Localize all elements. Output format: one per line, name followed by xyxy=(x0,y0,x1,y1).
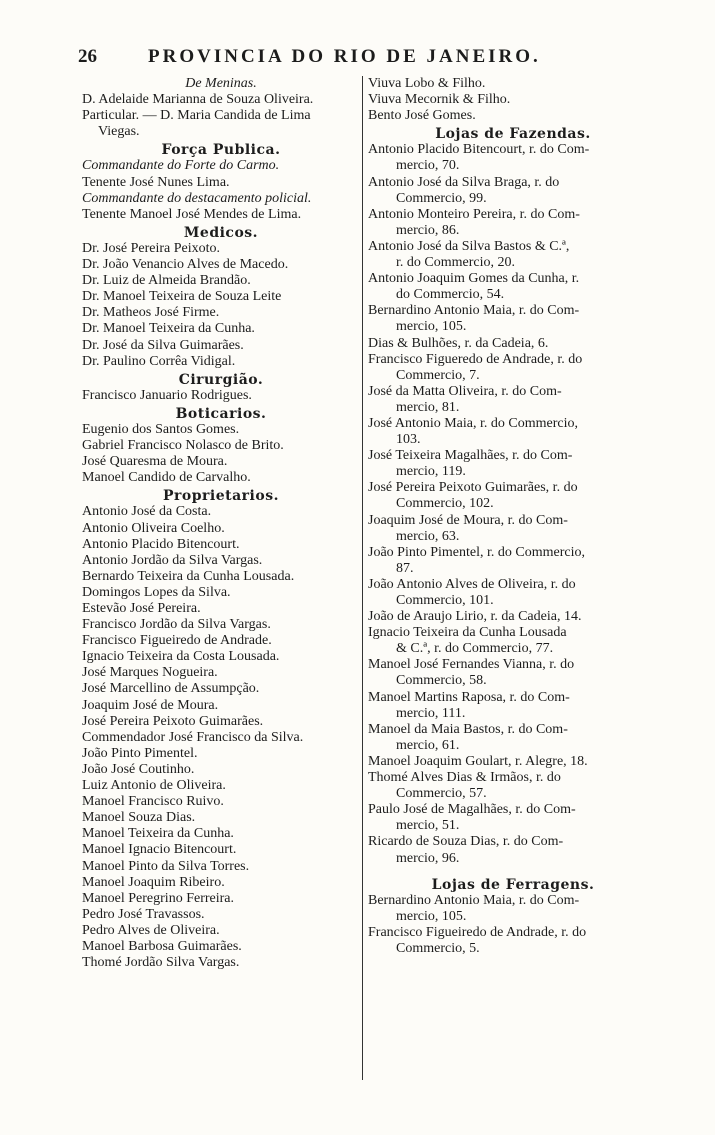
list-item: Thomé Jordão Silva Vargas. xyxy=(82,955,240,971)
shop-entry-continuation: mercio, 51. xyxy=(396,818,460,834)
shop-entry-line: Ricardo de Souza Dias, r. do Com- xyxy=(368,834,564,850)
section-title-proprietarios: Proprietarios. xyxy=(163,488,279,505)
list-item: Manoel Ignacio Bitencourt. xyxy=(82,842,237,858)
list-item: Estevão José Pereira. xyxy=(82,601,201,616)
shop-entry xyxy=(368,834,658,866)
list-item: Dr. João Venancio Alves de Macedo. xyxy=(82,257,289,273)
list-item: Francisco Januario Rodrigues. xyxy=(82,387,252,403)
shop-entry-line: Paulo José de Magalhães, r. do Com- xyxy=(368,802,576,818)
list-item: Francisco Figueiredo de Andrade. xyxy=(82,633,272,649)
shop-entry xyxy=(368,384,658,416)
shop-entry xyxy=(368,690,658,722)
shop-entry-line: João Pinto Pimentel, r. do Commercio, xyxy=(368,544,585,560)
list-item: Manoel Souza Dias. xyxy=(82,810,196,826)
list-item: Commendador José Francisco da Silva. xyxy=(82,729,304,745)
shop-entry-continuation: Commercio, 5. xyxy=(396,940,480,956)
shop-entry-line: Antonio Placido Bitencourt, r. do Com- xyxy=(368,142,590,158)
list-item: Antonio José da Costa. xyxy=(82,504,212,520)
shop-entry xyxy=(368,657,658,689)
list-item: Luiz Antonio de Oliveira. xyxy=(82,778,226,794)
meninas-list xyxy=(82,92,360,140)
shop-entry xyxy=(368,577,658,609)
list-item: Particular. — D. Maria Candida de Lima xyxy=(82,108,311,124)
shop-entry-continuation: mercio, 96. xyxy=(396,850,460,866)
shop-entry xyxy=(368,545,658,577)
shop-entry xyxy=(368,142,658,174)
shop-entry-line: Antonio José da Silva Bastos & C.ª, xyxy=(368,238,570,254)
shop-entry xyxy=(368,416,658,448)
shop-entry-continuation: 103. xyxy=(396,432,421,448)
list-item: Francisco Jordão da Silva Vargas. xyxy=(82,617,271,633)
page-header xyxy=(78,46,658,72)
shop-entry-continuation: r. do Commercio, 20. xyxy=(396,255,515,271)
list-item: Viegas. xyxy=(98,124,140,140)
shop-entry-continuation: mercio, 111. xyxy=(396,705,466,721)
shop-entry-line: Bernardino Antonio Maia, r. do Com- xyxy=(368,303,580,319)
list-item: João Pinto Pimentel. xyxy=(82,745,198,761)
list-item: Gabriel Francisco Nolasco de Brito. xyxy=(82,438,284,454)
shop-entry-line: Francisco Figueredo de Andrade, r. do xyxy=(368,351,583,367)
shop-entry-line: José Teixeira Magalhães, r. do Com- xyxy=(368,448,573,464)
shop-entry-continuation: Commercio, 101. xyxy=(396,593,494,608)
column-divider xyxy=(362,76,363,1080)
shop-entry-line: Ignacio Teixeira da Cunha Lousada xyxy=(368,625,567,641)
section-title-medicos: Medicos. xyxy=(183,224,259,241)
list-item: Pedro Alves de Oliveira. xyxy=(82,922,220,938)
list-item: Antonio Jordão da Silva Vargas. xyxy=(82,552,263,568)
shop-entry-line: João de Araujo Lirio, r. da Cadeia, 14. xyxy=(368,609,582,625)
shop-entry-line: Antonio Joaquim Gomes da Cunha, r. xyxy=(368,271,580,287)
shop-entry-continuation: & C.ª, r. do Commercio, 77. xyxy=(396,641,554,657)
section-title-boticarios: Boticarios. xyxy=(175,405,267,422)
shop-entry-line: Antonio Monteiro Pereira, r. do Com- xyxy=(368,206,580,222)
list-item: D. Adelaide Marianna de Souza Oliveira. xyxy=(82,92,314,108)
page-title: PROVINCIA DO RIO DE JANEIRO. xyxy=(148,46,541,67)
list-item: Commandante do Forte do Carmo. xyxy=(82,158,280,174)
list-item: Manoel Pinto da Silva Torres. xyxy=(82,858,250,874)
shop-entry-line: José da Matta Oliveira, r. do Com- xyxy=(368,383,562,399)
shop-entry-continuation: Commercio, 58. xyxy=(396,673,487,689)
list-item: Manoel Candido de Carvalho. xyxy=(82,470,251,486)
top-list xyxy=(368,76,658,124)
shop-entry xyxy=(368,802,658,834)
shop-entry xyxy=(368,175,658,207)
shop-entry-continuation: Commercio, 57. xyxy=(396,786,487,802)
shop-entry-continuation: mercio, 63. xyxy=(396,528,460,544)
page-number: 26 xyxy=(78,46,97,67)
list-item: José Quaresma de Moura. xyxy=(82,454,228,470)
shop-entry xyxy=(368,303,658,335)
list-item: Viuva Mecornik & Filho. xyxy=(368,92,511,108)
list-item: Domingos Lopes da Silva. xyxy=(82,584,231,600)
shop-entry xyxy=(368,770,658,802)
list-item: Dr. Luiz de Almeida Brandão. xyxy=(82,273,251,289)
shop-entry-line: Francisco Figueiredo de Andrade, r. do xyxy=(368,924,587,940)
list-item: José Marques Nogueira. xyxy=(82,665,218,681)
shop-entry-continuation: mercio, 105. xyxy=(396,908,467,924)
shop-entry xyxy=(368,239,658,271)
shop-entry-continuation: mercio, 105. xyxy=(396,319,467,335)
shop-entry-continuation: 87. xyxy=(396,560,414,576)
shop-entry-line: Manoel da Maia Bastos, r. do Com- xyxy=(368,721,568,737)
shop-entry-line: Manoel Joaquim Goulart, r. Alegre, 18. xyxy=(368,753,588,769)
list-item: José Marcellino de Assumpção. xyxy=(82,681,260,697)
shop-entry-line: Bernardino Antonio Maia, r. do Com- xyxy=(368,892,580,908)
shop-entry-line: Joaquim José de Moura, r. do Com- xyxy=(368,512,568,528)
list-item: José Pereira Peixoto Guimarães. xyxy=(82,713,264,729)
list-item: Bento José Gomes. xyxy=(368,108,476,124)
boticarios-list xyxy=(82,422,360,486)
list-item: Commandante do destacamento policial. xyxy=(82,190,312,206)
right-column xyxy=(368,76,658,957)
forca-list xyxy=(82,158,360,222)
list-item: Dr. Manoel Teixeira de Souza Leite xyxy=(82,289,282,305)
shop-entry xyxy=(368,448,658,480)
list-item: Dr. Paulino Corrêa Vidigal. xyxy=(82,353,236,369)
section-title-lojas-ferragens: Lojas de Ferragens. xyxy=(431,876,595,893)
shop-entry-line: Antonio José da Silva Braga, r. do xyxy=(368,174,560,190)
cirurgiao-list xyxy=(82,388,360,404)
section-title-lojas-fazendas: Lojas de Fazendas. xyxy=(435,126,591,143)
list-item: Manoel Peregrino Ferreira. xyxy=(82,890,234,906)
list-item: Viuva Lobo & Filho. xyxy=(368,76,486,91)
shop-entry-continuation: mercio, 86. xyxy=(396,222,460,238)
list-item: Tenente José Nunes Lima. xyxy=(82,174,230,190)
shop-entry xyxy=(368,336,658,352)
list-item: Manoel Joaquim Ribeiro. xyxy=(82,874,225,890)
shop-entry xyxy=(368,207,658,239)
list-item: Dr. José da Silva Guimarães. xyxy=(82,337,244,353)
list-item: Bernardo Teixeira da Cunha Lousada. xyxy=(82,568,295,584)
shop-entry-continuation: do Commercio, 54. xyxy=(396,287,505,303)
list-item: Dr. Matheos José Firme. xyxy=(82,305,220,321)
shop-entry-continuation: Commercio, 102. xyxy=(396,496,494,512)
shop-entry xyxy=(368,754,658,770)
list-item: João José Coutinho. xyxy=(82,761,195,777)
shop-entry xyxy=(368,271,658,303)
section-title-forca-publica: Força Publica. xyxy=(161,142,281,159)
proprietarios-list xyxy=(82,504,360,971)
left-column xyxy=(82,76,360,971)
section-title-meninas: De Meninas. xyxy=(185,76,257,91)
shop-entry xyxy=(368,352,658,384)
ferragens-list xyxy=(368,893,658,957)
list-item: Dr. Manoel Teixeira da Cunha. xyxy=(82,321,255,337)
list-item: Antonio Oliveira Coelho. xyxy=(82,520,225,536)
shop-entry-line: Dias & Bulhões, r. da Cadeia, 6. xyxy=(368,335,549,351)
shop-entry xyxy=(368,722,658,754)
spacer xyxy=(368,867,658,875)
shop-entry-continuation: mercio, 70. xyxy=(396,158,460,174)
medicos-list xyxy=(82,241,360,370)
shop-entry-continuation: mercio, 61. xyxy=(396,737,460,753)
fazendas-list xyxy=(368,142,658,866)
shop-entry xyxy=(368,893,658,925)
list-item: Ignacio Teixeira da Costa Lousada. xyxy=(82,649,280,665)
list-item: Dr. José Pereira Peixoto. xyxy=(82,240,221,256)
shop-entry-continuation: mercio, 119. xyxy=(396,464,466,480)
shop-entry xyxy=(368,513,658,545)
shop-entry-line: João Antonio Alves de Oliveira, r. do xyxy=(368,576,576,592)
shop-entry-line: José Pereira Peixoto Guimarães, r. do xyxy=(368,480,578,496)
shop-entry-continuation: Commercio, 7. xyxy=(396,367,480,383)
shop-entry xyxy=(368,625,658,657)
list-item: Joaquim José de Moura. xyxy=(82,697,219,713)
list-item: Tenente Manoel José Mendes de Lima. xyxy=(82,206,302,222)
section-title-cirurgiao: Cirurgião. xyxy=(178,371,264,388)
list-item: Pedro José Travassos. xyxy=(82,906,205,922)
list-item: Manoel Barbosa Guimarães. xyxy=(82,938,242,954)
shop-entry-line: Thomé Alves Dias & Irmãos, r. do xyxy=(368,770,561,786)
shop-entry-line: José Antonio Maia, r. do Commercio, xyxy=(368,415,578,431)
list-item: Manoel Francisco Ruivo. xyxy=(82,794,224,810)
list-item: Manoel Teixeira da Cunha. xyxy=(82,826,234,842)
shop-entry xyxy=(368,480,658,512)
list-item: Eugenio dos Santos Gomes. xyxy=(82,421,240,437)
shop-entry xyxy=(368,609,658,625)
shop-entry xyxy=(368,925,658,957)
list-item: Antonio Placido Bitencourt. xyxy=(82,536,240,552)
shop-entry-continuation: mercio, 81. xyxy=(396,399,460,415)
shop-entry-line: Manoel José Fernandes Vianna, r. do xyxy=(368,657,575,673)
shop-entry-line: Manoel Martins Raposa, r. do Com- xyxy=(368,689,570,705)
shop-entry-continuation: Commercio, 99. xyxy=(396,190,487,206)
